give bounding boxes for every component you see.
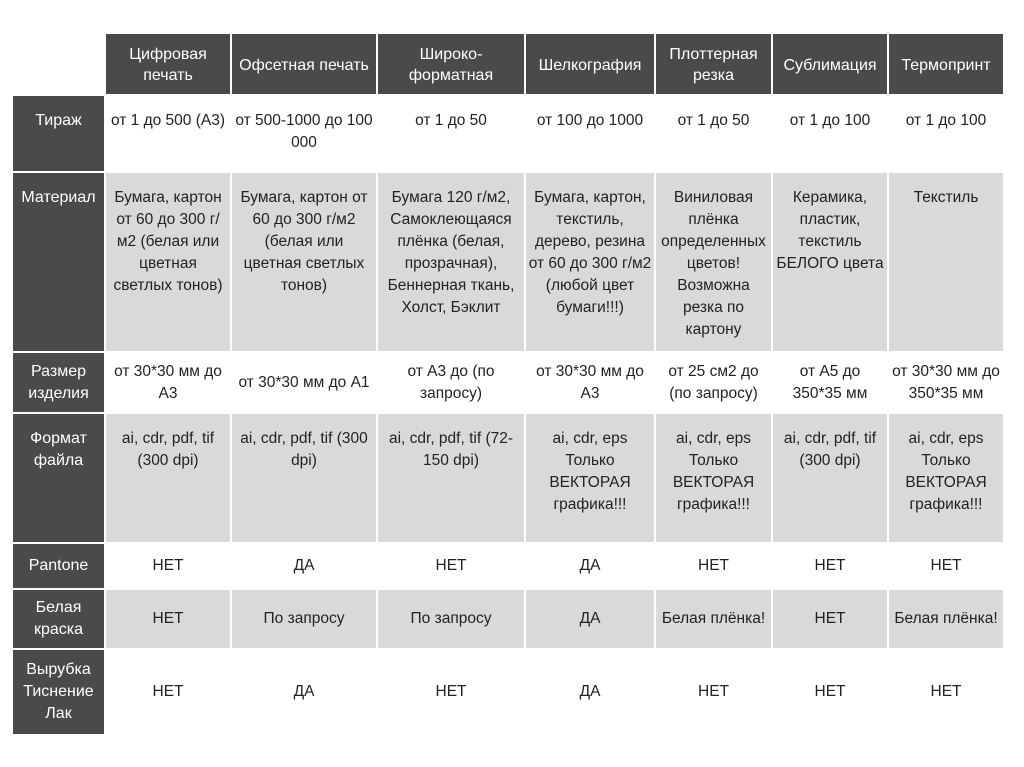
- row-header: Тираж: [12, 95, 105, 172]
- table-cell: ai, cdr, eps Только ВЕКТОРАЯ графика!!!: [655, 413, 772, 543]
- row-pantone: [12, 543, 1004, 589]
- table-cell: По запросу: [377, 589, 525, 649]
- column-header-sublimation: Сублимация: [772, 33, 888, 95]
- row-material: [12, 172, 1004, 352]
- column-header-plotter: Плоттерная резка: [655, 33, 772, 95]
- table-cell: от А3 до (по запросу): [377, 352, 525, 413]
- table-cell: Бумага 120 г/м2, Самоклеющаяся плёнка (белая, прозрачная), Беннерная ткань, Холст, Бэклит: [377, 172, 525, 352]
- table-cell: НЕТ: [772, 543, 888, 589]
- table-cell: НЕТ: [888, 543, 1004, 589]
- table-cell: НЕТ: [655, 649, 772, 735]
- table-cell: ДА: [525, 589, 655, 649]
- row-header: Формат файла: [12, 413, 105, 543]
- table-cell: По запросу: [231, 589, 377, 649]
- row-white-ink: [12, 589, 1004, 649]
- header-row: [12, 33, 1004, 95]
- table-cell: ai, cdr, pdf, tif (300 dpi): [105, 413, 231, 543]
- table-cell: ai, cdr, eps Только ВЕКТОРАЯ графика!!!: [888, 413, 1004, 543]
- table-cell: от 1 до 100: [772, 95, 888, 172]
- column-header-digital: Цифровая печать: [105, 33, 231, 95]
- table-cell: ДА: [525, 543, 655, 589]
- table-cell: от 30*30 мм до А1: [231, 352, 377, 413]
- table-cell: Бумага, картон от 60 до 300 г/м2 (белая или цветная светлых тонов): [105, 172, 231, 352]
- table-cell: НЕТ: [772, 649, 888, 735]
- row-header: Белая краска: [12, 589, 105, 649]
- table-cell: НЕТ: [888, 649, 1004, 735]
- table-cell: ai, cdr, pdf, tif (72-150 dpi): [377, 413, 525, 543]
- print-methods-table: [11, 32, 1005, 736]
- column-header-offset: Офсетная печать: [231, 33, 377, 95]
- table-cell: от А5 до 350*35 мм: [772, 352, 888, 413]
- table-cell: Виниловая плёнка определенных цветов! Возможна резка по картону: [655, 172, 772, 352]
- row-header: Вырубка Тиснение Лак: [12, 649, 105, 735]
- table-cell: Керамика, пластик, текстиль БЕЛОГО цвета: [772, 172, 888, 352]
- table-cell: Бумага, картон от 60 до 300 г/м2 (белая или цветная светлых тонов): [231, 172, 377, 352]
- table-cell: ДА: [231, 649, 377, 735]
- table-cell: от 1 до 50: [377, 95, 525, 172]
- table-cell: от 1 до 100: [888, 95, 1004, 172]
- table-cell: от 25 см2 до (по запросу): [655, 352, 772, 413]
- row-header: Материал: [12, 172, 105, 352]
- table-cell: ai, cdr, pdf, tif (300 dpi): [772, 413, 888, 543]
- table-cell: НЕТ: [772, 589, 888, 649]
- table-cell: Белая плёнка!: [888, 589, 1004, 649]
- column-header-wide-format: Широко-форматная: [377, 33, 525, 95]
- table-cell: Текстиль: [888, 172, 1004, 352]
- table-cell: от 1 до 50: [655, 95, 772, 172]
- row-die-cutting: [12, 649, 1004, 735]
- row-size: [12, 352, 1004, 413]
- row-header: Размер изделия: [12, 352, 105, 413]
- table-cell: от 1 до 500 (А3): [105, 95, 231, 172]
- table-cell: НЕТ: [377, 543, 525, 589]
- table-cell: НЕТ: [377, 649, 525, 735]
- table-cell: Белая плёнка!: [655, 589, 772, 649]
- column-header-thermoprint: Термопринт: [888, 33, 1004, 95]
- table-cell: ДА: [525, 649, 655, 735]
- table-cell: от 30*30 мм до 350*35 мм: [888, 352, 1004, 413]
- table-cell: от 100 до 1000: [525, 95, 655, 172]
- table-cell: ДА: [231, 543, 377, 589]
- corner-cell: [12, 33, 105, 95]
- row-file-format: [12, 413, 1004, 543]
- column-header-silkscreen: Шелкография: [525, 33, 655, 95]
- table-cell: НЕТ: [105, 649, 231, 735]
- table-cell: НЕТ: [105, 543, 231, 589]
- table-cell: НЕТ: [105, 589, 231, 649]
- table-cell: НЕТ: [655, 543, 772, 589]
- row-circulation: [12, 95, 1004, 172]
- table-cell: ai, cdr, pdf, tif (300 dpi): [231, 413, 377, 543]
- row-header: Pantone: [12, 543, 105, 589]
- table-cell: от 30*30 мм до А3: [105, 352, 231, 413]
- table-cell: ai, cdr, eps Только ВЕКТОРАЯ графика!!!: [525, 413, 655, 543]
- table-cell: от 30*30 мм до А3: [525, 352, 655, 413]
- table-cell: Бумага, картон, текстиль, дерево, резина от 60 до 300 г/м2 (любой цвет бумаги!!!): [525, 172, 655, 352]
- table-cell: от 500-1000 до 100 000: [231, 95, 377, 172]
